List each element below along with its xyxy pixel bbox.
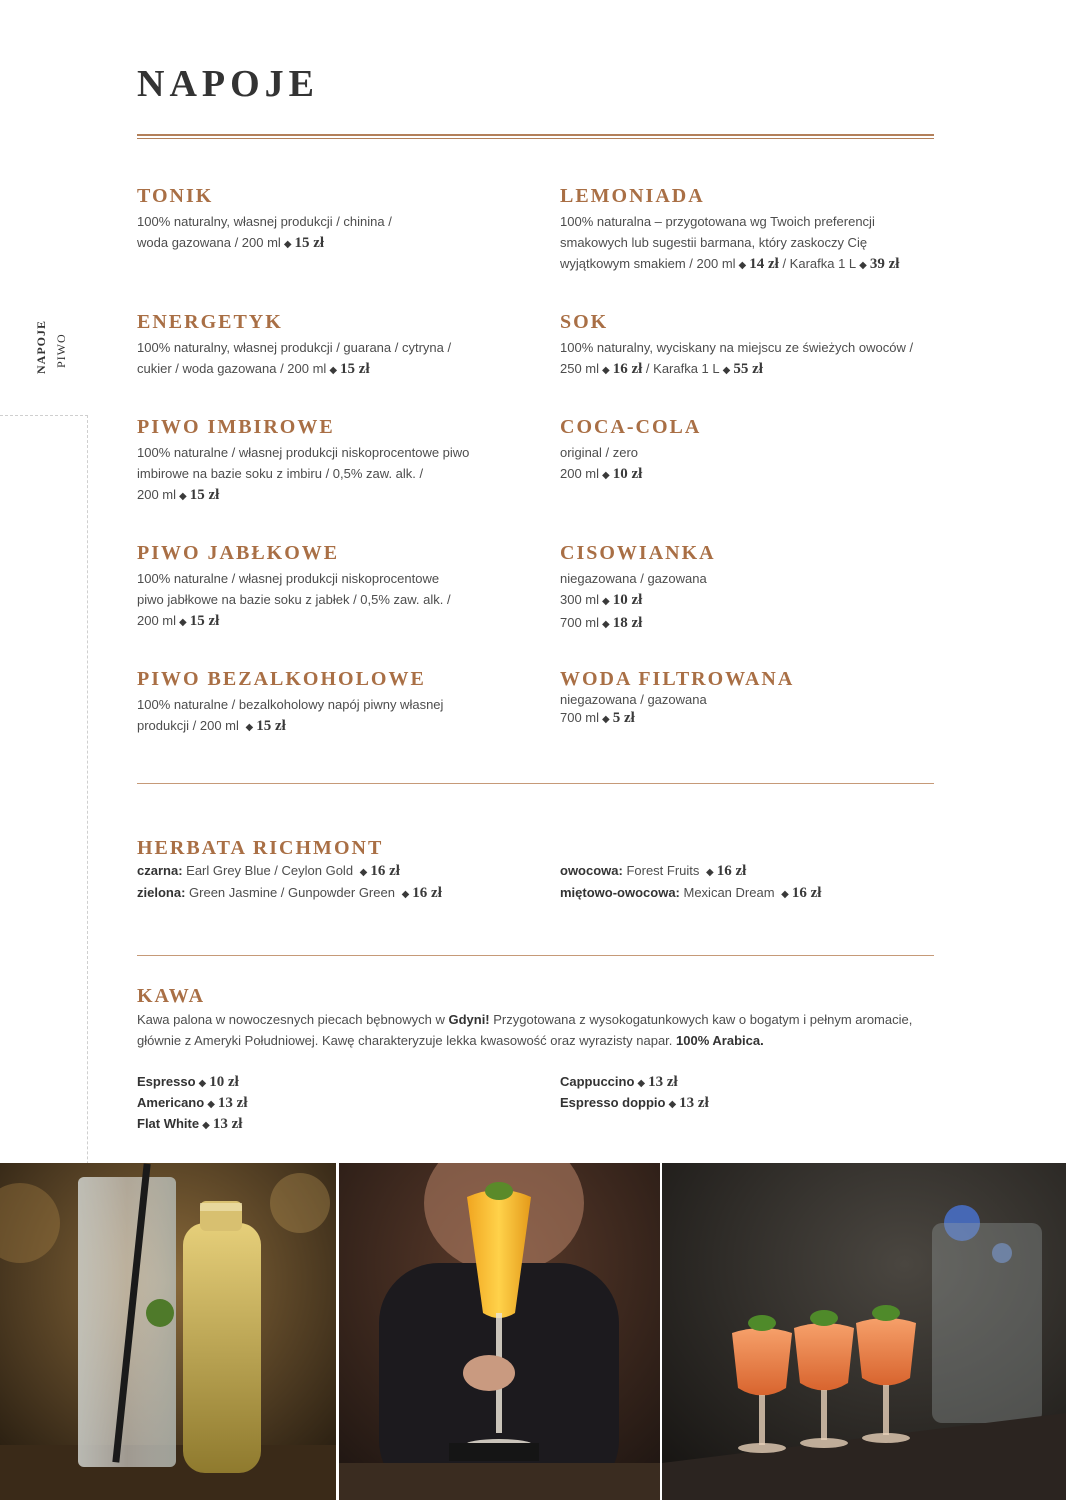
item-price: 16 zł	[370, 863, 400, 879]
title-divider	[137, 134, 934, 139]
item-price: 15 zł	[340, 361, 370, 377]
coffee-item-espresso	[137, 1071, 239, 1094]
menu-item-cisowianka	[560, 541, 716, 635]
item-description: original / zero	[560, 445, 639, 460]
item-price: 10 zł	[612, 592, 643, 608]
coffee-name: Espresso doppio	[560, 1095, 666, 1110]
item-description: 100% naturalny, własnej produkcji / guarana / cytryna /	[137, 340, 452, 355]
item-description: 100% naturalne / własnej produkcji niskoprocentowe piwo	[137, 445, 470, 460]
page-title: NAPOJE	[137, 63, 319, 105]
tea-type-label: owocowa:	[560, 863, 623, 878]
item-description: 700 ml	[560, 615, 600, 630]
item-name: TONIK	[137, 185, 214, 207]
menu-item-sok	[560, 310, 913, 381]
item-price: 16 zł	[716, 863, 747, 879]
section-divider	[137, 783, 934, 784]
item-description: 100% naturalny, własnej produkcji / chinina /	[137, 214, 392, 229]
bullet-icon: ◆	[283, 239, 292, 250]
item-description: 100% naturalne / własnej produkcji niskoprocentowe	[137, 571, 440, 586]
item-description: 250 ml	[560, 361, 600, 376]
item-name: LEMONIADA	[560, 185, 705, 207]
item-price: 18 zł	[612, 615, 643, 631]
item-description: cukier / woda gazowana / 200 ml	[137, 361, 327, 376]
item-price: 16 zł	[791, 885, 822, 901]
item-price: 16 zł	[412, 885, 442, 901]
bullet-icon: ◆	[602, 470, 610, 481]
bullet-icon: ◆	[179, 491, 187, 502]
item-name: COCA-COLA	[560, 416, 702, 438]
item-description: / Karafka 1 L	[778, 256, 857, 271]
side-tab-label-piwo: PIWO	[54, 333, 68, 368]
bullet-icon: ◆	[359, 867, 368, 878]
three-orange-cocktails-photo	[662, 1163, 1066, 1500]
item-price: 16 zł	[612, 361, 643, 377]
bullet-icon: ◆	[637, 1078, 646, 1089]
item-price: 5 zł	[612, 710, 635, 726]
item-name: PIWO BEZALKOHOLOWE	[137, 668, 426, 690]
tea-variants: Green Jasmine / Gunpowder Green	[185, 885, 399, 900]
bullet-icon: ◆	[602, 714, 610, 725]
menu-section-herbata	[137, 836, 383, 863]
item-description: 200 ml	[560, 466, 600, 481]
tea-type-label: zielona:	[137, 885, 186, 900]
side-section-tab	[34, 322, 74, 382]
item-price: 14 zł	[749, 256, 779, 272]
coffee-description-text: Kawa palona w nowoczesnych piecach bębnowych w	[137, 1012, 449, 1027]
coffee-description	[137, 1009, 927, 1051]
item-price: 15 zł	[189, 613, 220, 629]
item-name: PIWO IMBIROWE	[137, 416, 335, 438]
item-description: / Karafka 1 L	[642, 361, 720, 376]
menu-section-kawa	[137, 984, 205, 1011]
tea-row-mietowo-owocowa	[560, 882, 821, 906]
bullet-icon: ◆	[602, 596, 610, 607]
bullet-icon: ◆	[859, 260, 867, 271]
item-price: 15 zł	[189, 487, 220, 503]
coffee-item-espresso-doppio	[560, 1092, 709, 1115]
tea-variants: Forest Fruits	[622, 863, 704, 878]
tea-row-zielona	[137, 882, 442, 906]
bartender-yellow-cocktail-photo	[339, 1163, 660, 1500]
bullet-icon: ◆	[738, 260, 747, 271]
side-tab-label-napoje: NAPOJE	[34, 320, 48, 374]
section-divider	[137, 955, 934, 956]
bullet-icon: ◆	[401, 889, 410, 900]
item-description: niegazowana / gazowana	[560, 571, 707, 586]
item-description: 700 ml	[560, 710, 600, 725]
section-title: HERBATA RICHMONT	[137, 837, 384, 859]
item-price: 13 zł	[679, 1095, 709, 1111]
item-description: niegazowana / gazowana	[560, 692, 707, 707]
item-description: 200 ml	[137, 487, 177, 502]
bullet-icon: ◆	[179, 617, 187, 628]
item-price: 15 zł	[256, 718, 286, 734]
item-description: wyjątkowym smakiem / 200 ml	[560, 256, 736, 271]
item-description: imbirowe na bazie soku z imbiru / 0,5% zaw. alk. /	[137, 466, 424, 481]
tea-row-czarna	[137, 860, 400, 884]
bullet-icon: ◆	[706, 867, 714, 878]
coffee-name: Espresso	[137, 1074, 196, 1089]
menu-item-woda-filtrowana	[560, 667, 794, 729]
menu-item-piwo-bezalkoholowe	[137, 667, 443, 738]
item-price: 15 zł	[294, 235, 325, 251]
bullet-icon: ◆	[207, 1099, 215, 1110]
item-description: smakowych lub sugestii barmana, który zaskoczy Cię	[560, 235, 868, 250]
item-description: 100% naturalny, wyciskany na miejscu ze świeżych owoców /	[560, 340, 914, 355]
tea-variants: Earl Grey Blue / Ceylon Gold	[182, 863, 357, 878]
bullet-icon: ◆	[602, 619, 610, 630]
item-price: 39 zł	[869, 256, 900, 272]
item-description: produkcji / 200 ml	[137, 718, 243, 733]
coffee-name: Flat White	[137, 1116, 200, 1131]
item-description: 300 ml	[560, 592, 600, 607]
item-price: 10 zł	[612, 466, 643, 482]
item-name: CISOWIANKA	[560, 542, 716, 564]
menu-item-piwo-jablkowe	[137, 541, 451, 633]
coffee-description-text: Przygotowana z wysokogatunkowych kaw o bogatym i pełnym aromacie, głównie z Ameryki Południowej. Kawę charakteryzuje lekka kwasowość oraz wyrazisty napar.	[137, 1012, 913, 1048]
tonic-glass-and-bottle-photo	[0, 1163, 336, 1500]
bullet-icon: ◆	[245, 722, 254, 733]
menu-item-tonik	[137, 184, 392, 255]
tea-type-label: czarna:	[137, 863, 183, 878]
item-name: PIWO JABŁKOWE	[137, 542, 340, 564]
menu-item-lemoniada	[560, 184, 899, 276]
bullet-icon: ◆	[602, 365, 610, 376]
bullet-icon: ◆	[198, 1078, 207, 1089]
menu-item-coca-cola	[560, 415, 701, 486]
coffee-item-flat-white	[137, 1113, 242, 1136]
item-description: piwo jabłkowe na bazie soku z jabłek / 0,5% zaw. alk. /	[137, 592, 451, 607]
tea-type-label: miętowo-owocowa:	[560, 885, 680, 900]
item-name: SOK	[560, 311, 609, 333]
item-price: 10 zł	[209, 1074, 239, 1090]
coffee-description-emphasis: Gdyni!	[448, 1012, 490, 1027]
bullet-icon: ◆	[722, 365, 731, 376]
section-title: KAWA	[137, 985, 206, 1007]
menu-item-piwo-imbirowe	[137, 415, 469, 507]
coffee-name: Americano	[137, 1095, 205, 1110]
item-price: 55 zł	[733, 361, 763, 377]
bullet-icon: ◆	[668, 1099, 677, 1110]
item-description: woda gazowana / 200 ml	[137, 235, 281, 250]
tea-row-owocowa	[560, 860, 746, 884]
item-price: 13 zł	[648, 1074, 678, 1090]
item-name: WODA FILTROWANA	[560, 668, 795, 690]
coffee-description-emphasis: 100% Arabica.	[676, 1033, 764, 1048]
bullet-icon: ◆	[329, 365, 338, 376]
tea-variants: Mexican Dream	[679, 885, 779, 900]
coffee-name: Cappuccino	[560, 1074, 635, 1089]
item-price: 13 zł	[212, 1116, 243, 1132]
bullet-icon: ◆	[202, 1120, 210, 1131]
bullet-icon: ◆	[781, 889, 789, 900]
item-price: 13 zł	[217, 1095, 248, 1111]
coffee-item-cappuccino	[560, 1071, 678, 1094]
menu-item-energetyk	[137, 310, 451, 381]
item-description: 100% naturalna – przygotowana wg Twoich preferencji	[560, 214, 875, 229]
coffee-item-americano	[137, 1092, 247, 1115]
item-description: 100% naturalne / bezalkoholowy napój piwny własnej	[137, 697, 444, 712]
item-name: ENERGETYK	[137, 311, 283, 333]
item-description: 200 ml	[137, 613, 177, 628]
